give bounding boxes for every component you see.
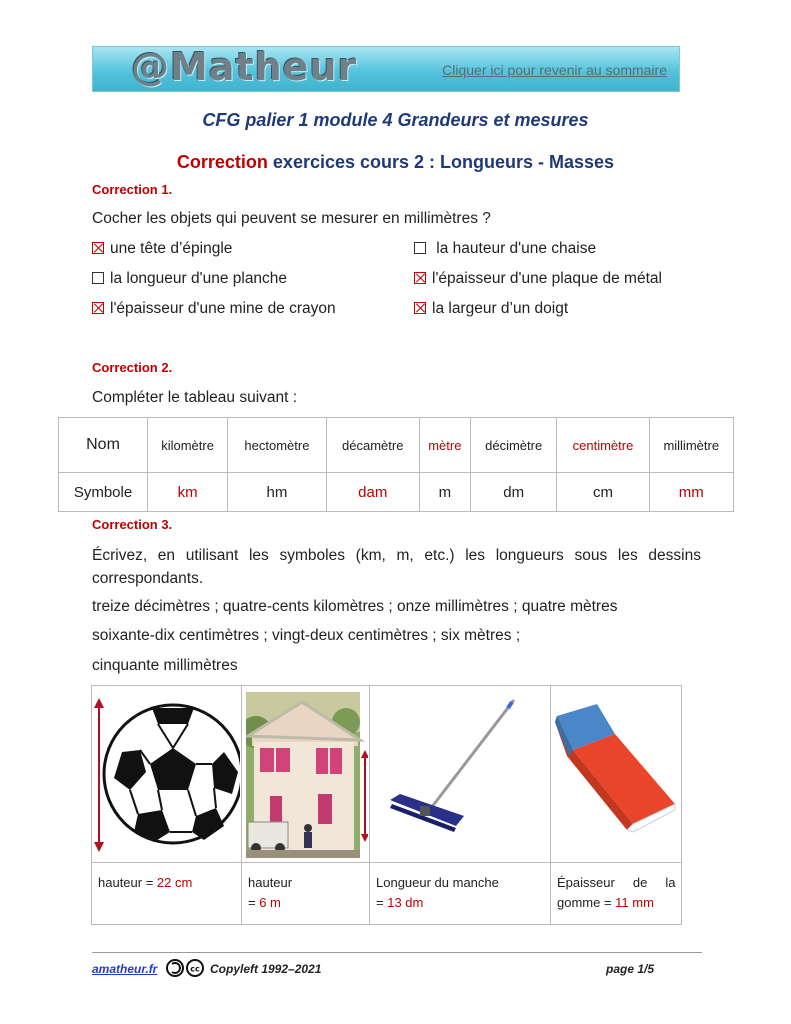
checkbox-label: l'épaisseur d'une plaque de métal	[432, 270, 662, 287]
unit-symbol: m	[419, 473, 470, 512]
unit-symbol: cm	[557, 473, 649, 512]
unit-symbol: km	[148, 473, 228, 512]
checkbox-item[interactable]	[414, 240, 596, 258]
subtitle-rest: exercices cours 2 : Longueurs - Masses	[267, 152, 615, 172]
image-cell	[242, 686, 370, 924]
row-header-nom: Nom	[59, 418, 148, 473]
checked-box-icon[interactable]	[92, 242, 104, 254]
caption-label: gomme =	[557, 895, 616, 910]
ex2-instruction: Compléter le tableau suivant :	[92, 389, 298, 406]
subtitle-correction: Correction	[176, 152, 268, 172]
caption-label: hauteur =	[98, 875, 157, 890]
caption	[370, 862, 550, 924]
caption-label: =	[376, 895, 388, 910]
checkbox-label: la longueur d'une planche	[110, 270, 288, 287]
checked-box-icon[interactable]	[414, 302, 426, 314]
caption-label: =	[248, 895, 260, 910]
checkbox-label: une tête d’épingle	[110, 240, 233, 257]
footer-copyleft: Copyleft 1992–2021	[210, 962, 322, 976]
unit-name: kilomètre	[148, 418, 228, 473]
ex3-line: soixante-dix centimètres ; vingt-deux centimètres ; six mètres ;	[92, 627, 521, 644]
checked-box-icon[interactable]	[92, 302, 104, 314]
mop-image	[376, 692, 546, 858]
page-number: page 1/5	[606, 962, 655, 976]
unit-symbol: mm	[649, 473, 733, 512]
units-table	[58, 417, 734, 512]
unit-symbol: dam	[326, 473, 419, 512]
empty-box-icon[interactable]	[414, 242, 426, 254]
checkbox-item[interactable]	[92, 240, 232, 258]
caption	[551, 862, 681, 924]
header-banner	[92, 46, 680, 92]
checked-box-icon[interactable]	[414, 272, 426, 284]
house-image	[246, 692, 368, 858]
caption-value: 13 dm	[387, 895, 424, 910]
caption-value: 6 m	[259, 895, 281, 910]
caption-label: hauteur	[248, 875, 293, 890]
ex3-heading: Correction 3.	[92, 517, 173, 532]
unit-symbol: dm	[470, 473, 557, 512]
unit-name: décamètre	[326, 418, 419, 473]
eraser-image	[553, 700, 681, 850]
checkbox-label: la largeur d’un doigt	[432, 300, 569, 317]
caption-value: 22 cm	[156, 875, 193, 890]
checkbox-label: la hauteur d'une chaise	[432, 240, 597, 257]
images-table	[91, 685, 682, 925]
caption	[242, 862, 369, 924]
caption-value: 11 mm	[615, 895, 654, 910]
unit-symbol: hm	[228, 473, 327, 512]
row-header-symbole: Symbole	[59, 473, 148, 512]
site-logo: @Matheur	[131, 45, 358, 89]
footer-site-link[interactable]: amatheur.fr	[92, 962, 158, 976]
ex3-line: cinquante millimètres	[92, 657, 238, 674]
ex3-line: treize décimètres ; quatre-cents kilomètres ; onze millimètres ; quatre mètres	[92, 598, 618, 615]
checkbox-item[interactable]	[92, 270, 287, 288]
unit-name: millimètre	[649, 418, 733, 473]
soccer-ball-image	[92, 692, 240, 858]
unit-name: hectomètre	[228, 418, 327, 473]
copyleft-cc-icon	[165, 958, 207, 978]
ex1-heading: Correction 1.	[92, 182, 173, 197]
image-cell	[551, 686, 681, 924]
ex3-instruction: Écrivez, en utilisant les symboles (km, m, etc.) les longueurs sous les dessins correspondants.	[92, 547, 701, 587]
empty-box-icon[interactable]	[92, 272, 104, 284]
unit-name: décimètre	[470, 418, 557, 473]
ex2-heading: Correction 2.	[92, 360, 173, 375]
unit-name: centimètre	[557, 418, 649, 473]
checkbox-label: l'épaisseur d'une mine de crayon	[110, 300, 336, 317]
svg-text:cc: cc	[190, 964, 200, 974]
document-subtitle	[0, 152, 791, 173]
footer-divider	[92, 952, 702, 953]
ex1-question: Cocher les objets qui peuvent se mesurer en millimètres ?	[92, 210, 491, 227]
table-row	[59, 473, 734, 512]
unit-name: mètre	[419, 418, 470, 473]
caption	[92, 862, 241, 924]
caption-label: Longueur du manche	[376, 875, 499, 890]
checkbox-item[interactable]	[414, 270, 662, 288]
document-title: CFG palier 1 module 4 Grandeurs et mesures	[202, 110, 589, 130]
caption-label: Épaisseur de la	[557, 875, 676, 890]
sommaire-link[interactable]: Cliquer ici pour revenir au sommaire	[442, 62, 667, 78]
checkbox-item[interactable]	[92, 300, 336, 318]
table-row	[59, 418, 734, 473]
image-cell	[370, 686, 551, 924]
checkbox-item[interactable]	[414, 300, 568, 318]
image-cell	[92, 686, 242, 924]
